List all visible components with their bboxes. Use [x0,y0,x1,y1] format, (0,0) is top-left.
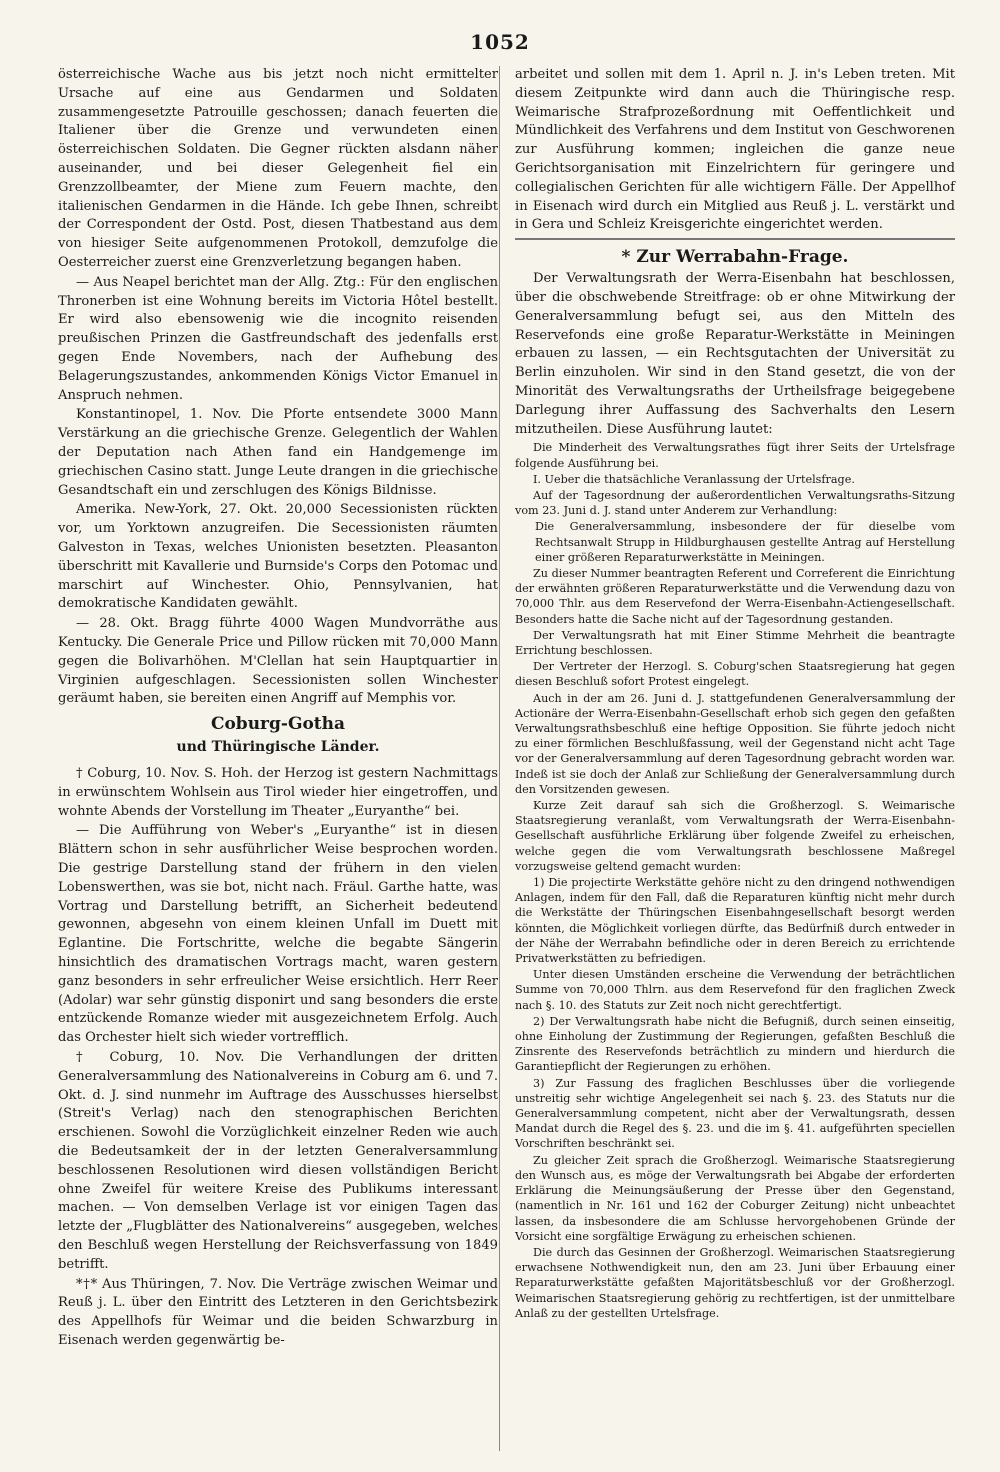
minority-conclusion: Die durch das Gesinnen der Großherzogl. Weimarischen Staatsregierung erwachsene Nothwendigkeit nun, den am 23. Juni über Erbauung einer Reparaturwerkstätte gefaßten Majoritätsbeschluß vor der Großherzogl. Weimarischen Staatsregierung gehörig zu rechtfertigen, ist der unmittelbare Anlaß zu der gestellten Urtelsfrage. [515,1245,955,1320]
minority-point-2: 2) Der Verwaltungsrath habe nicht die Befugniß, durch seinen einseitig, ohne Einholung der Zustimmung der Regierungen, gefaßten Beschluß die Zinsrente des Reservefonds beträchtlich zu mindern und hierdurch die Garantiepflicht der Regierungen zu erhöhen. [515,1014,955,1074]
minority-heading: I. Ueber die thatsächliche Veranlassung der Urtelsfrage. [533,472,855,486]
minority-statement [515,440,955,1321]
separator-rule [515,238,955,240]
article-thuringia-continued: arbeitet und sollen mit dem 1. April n. J. in's Leben treten. Mit diesem Zeitpunkte wird dann auch die Thüringische resp. Weimarische Strafprozeßordnung mit Oeffentlichkeit und Mündlichkeit des Verfahrens und dem Institut von Geschworenen zur Ausführung kommen; ingleichen die ganze neue Gerichtsorganisation mit Einzelrichtern für geringere und collegialischen Gerichten für alle wichtigern Fälle. Der Appellhof in Eisenach wird durch ein Mitglied aus Reuß j. L. verstärkt und in Gera und Schleiz Kreisgerichte eingerichtet werden. [515,67,955,233]
minority-weimar-request: Kurze Zeit darauf sah sich die Großherzogl. S. Weimarische Staatsregierung veranlaßt, vom Verwaltungsrath der Werra-Eisenbahn-Gesellschaft ausführliche Erklärung über folgende Zweifel zu erheischen, welche gegen die vom Verwaltungsrath beschlossene Maßregel vorzugsweise geltend gemacht wurden: [515,799,955,873]
page-number: 1052 [470,30,530,54]
article-naples: — Aus Neapel berichtet man der Allg. Ztg.: Für den englischen Thronerben ist eine Wohnung bereits im Victoria Hôtel bestellt. Er wird also ebensowenig wie die incognito reisenden preußischen Prinzen die Gastfreundschaft des jedenfalls erst gegen Ende Novembers, nach der Aufhebung des Belagerungszustandes, ankommenden Königs Victor Emanuel in Anspruch nehmen. [58,274,498,403]
right-column [515,66,955,1322]
article-constantinople: Konstantinopel, 1. Nov. Die Pforte entsendete 3000 Mann Verstärkung an die griechische Grenze. Gelegentlich der Wahlen der Deputation nach Athen fand ein Handgemenge im griechischen Casino statt. Junge Leute drangen in die griechische Gesandtschaft ein und zerschlugen des Königs Bildnisse. [58,407,498,498]
left-column [58,66,498,1352]
minority-point-3: 3) Zur Fassung des fraglichen Beschlusses über die vorliegende unstreitig sehr wichtige Angelegenheit sei nach §. 23. des Statuts nur die Generalversammlung competent, nicht aber der Verwaltungsrath, dessen Mandat durch die Regel des §. 23. und die im §. 41. aufgeführten speciellen Vorschriften beschränkt sei. [515,1076,955,1151]
section-heading-werrabahn: * Zur Werrabahn-Frage. [621,247,849,268]
article-euryanthe-review: — Die Aufführung von Weber's „Euryanthe“ ist in diesen Blättern schon in sehr ausführlicher Weise besprochen worden. Die gestrige Darstellung stand der frühern in den vielen Lobenswerthen, was sie bot, nicht nach. Fräul. Garthe hatte, was Vortrag und Darstellung betrifft, an Sicherheit bedeutend gewonnen, abgesehn von einem kleinen Unfall im Duett mit Eglantine. Die Fortschritte, welche die begabte Sängerin hinsichtlich des dramatischen Vortrags macht, waren gestern ganz besonders in sehr erfreulicher Weise ersichtlich. Herr Reer (Adolar) war sehr günstig disponirt und sang besonders die erste entzückende Romanze wieder mit ausgezeichnetem Erfolg. Auch das Orchester hielt sich wieder vortrefflich. [58,823,498,1046]
minority-agenda-item: Die Generalversammlung, insbesondere der für dieselbe vom Rechtsanwalt Strupp in Hildburghausen gestellte Antrag auf Herstellung einer größeren Reparaturwerkstätte in Meiningen. [535,520,955,564]
article-werrabahn-intro: Der Verwaltungsrath der Werra-Eisenbahn hat beschlossen, über die obschwebende Streitfrage: ob er ohne Mitwirkung der Generalversammlung befugt sei, aus den Mitteln des Reservefonds eine große Reparatur-Werkstätte in Meiningen erbauen zu lassen, — ein Rechtsgutachten der Universität zu Berlin einzuholen. Wir sind in den Stand gesetzt, die von der Minorität des Verwaltungsraths der Urtheilsfrage beigegebene Darlegung ihrer Auffassung des Sachverhalts den Lesern mitzutheilen. Diese Ausführung lautet: [515,271,955,437]
minority-general-assembly: Auch in der am 26. Juni d. J. stattgefundenen Generalversammlung der Actionäre der Werra-Eisenbahn-Gesellschaft erhob sich gegen den gefaßten Verwaltungsrathsbeschluß eine heftige Opposition. Sie führte jedoch nicht zu einer förmlichen Beschlußfassung, weil der Gegenstand nicht acht Tage vor der Generalversammlung auf deren Tagesordnung gebracht worden war. Indeß ist sie doch der Anlaß zur Schließung der Generalversammlung durch den Vorsitzenden gewesen. [515,691,955,796]
article-thuringia: *†* Aus Thüringen, 7. Nov. Die Verträge zwischen Weimar und Reuß j. L. über den Eintritt des Letzteren in den Gerichtsbezirk des Appellhofs für Weimar und die beiden Schwarzburg in Eisenach werden gegenwärtig be- [58,1276,498,1348]
minority-decision: Der Verwaltungsrath hat mit Einer Stimme Mehrheit die beantragte Errichtung beschlossen. [515,628,955,657]
minority-agenda: Auf der Tagesordnung der außerordentlichen Verwaltungsraths-Sitzung vom 23. Juni d. J. stand unter Anderem zur Verhandlung: [515,488,955,518]
article-america-oct27: Amerika. New-York, 27. Okt. 20,000 Secessionisten rückten vor, um Yorktown anzugreifen. Die Secessionisten räumten Galveston in Texas, welches Unionisten besetzten. Pleasanton überschritt mit Kavallerie und Burnside's Corps den Potomac und marschirt auf Winchester. Ohio, Pennsylvanien, hat demokratische Kandidaten gewählt. [58,502,498,612]
article-nationalverein: † Coburg, 10. Nov. Die Verhandlungen der dritten Generalversammlung des Nationalvereins in Coburg am 6. und 7. Okt. d. J. sind nunmehr im Auftrage des Ausschusses hierselbst (Streit's Verlag) nach den stenographischen Berichten erschienen. Sowohl die Vorzüglichkeit einzelner Reden wie auch die Bedeutsamkeit der in der letzten Generalversammlung beschlossenen Resolutionen wird diesen vollständigen Bericht ohne Zweifel für weitere Kreise des Publikums interessant machen. — Von demselben Verlage ist vor einigen Tagen das letzte der „Flugblätter des Nationalvereins“ ausgegeben, welches den Beschluß wegen Herstellung der Reichsverfassung von 1849 betrifft. [58,1050,498,1272]
section-heading-coburg-gotha: Coburg-Gotha [210,714,346,735]
article-coburg-duke: † Coburg, 10. Nov. S. Hoh. der Herzog ist gestern Nachmittags in erwünschtem Wohlsein aus Tirol wieder hier eingetroffen, und wohnte Abends der Vorstellung im Theater „Euryanthe“ bei. [58,766,498,819]
minority-press: Zu gleicher Zeit sprach die Großherzogl. Weimarische Staatsregierung den Wunsch aus, es möge der Verwaltungsrath bei Abgabe der erforderten Erklärung die Meinungsäußerung der Presse über den Gegenstand, (namentlich in Nr. 161 und 162 der Coburger Zeitung) nicht unbeachtet lassen, da insbesondere die am Schlusse hervorgehobenen Gründe der Vorsicht eine sorgfältige Erwägung zu erheischen schienen. [515,1153,955,1243]
minority-protest: Der Vertreter der Herzogl. S. Coburg'schen Staatsregierung hat gegen diesen Beschluß sofort Protest eingelegt. [515,660,955,689]
minority-sum: Unter diesen Umständen erscheine die Verwendung der beträchtlichen Summe von 70,000 Thlrn. aus dem Reservefond für den fraglichen Zweck nach §. 10. des Statuts zur Zeit noch nicht gerechtfertigt. [515,968,955,1012]
minority-proposal: Zu dieser Nummer beantragten Referent und Correferent die Einrichtung der erwähnten größeren Reparaturwerkstätte und die Verwendung dazu von 70,000 Thlr. aus dem Reservefond der Werra-Eisenbahn-Actiengesellschaft. Besonders hatte die Sache nicht auf der Tagesordnung gestanden. [515,566,955,626]
column-divider [499,66,500,1451]
section-subheading-thuringian: und Thüringische Länder. [176,739,380,756]
article-austrian-guard: österreichische Wache aus bis jetzt noch nicht ermittelter Ursache auf eine aus Gendarmen und Soldaten zusammengesetzte Patrouille geschossen; danach feuerten die Italiener über die Grenze und verwundeten einen österreichischen Soldaten. Die Gegner rückten alsdann näher auseinander, und bei dieser Gelegenheit fiel ein Grenzzollbeamter, der Miene zum Feuern machte, den italienischen Gendarmen in die Hände. Ich gebe Ihnen, schreibt der Correspondent der Ostd. Post, diesen Thatbestand aus dem von hiesiger Seite aufgenommenen Protokoll, demzufolge die Oesterreicher zuerst eine Grenzverletzung begangen haben. [58,67,498,270]
minority-intro: Die Minderheit des Verwaltungsrathes fügt ihrer Seits der Urtelsfrage folgende Ausführung bei. [515,441,955,470]
article-america-oct28: — 28. Okt. Bragg führte 4000 Wagen Mundvorräthe aus Kentucky. Die Generale Price und Pillow rücken mit 70,000 Mann gegen die Bolivarhöhen. M'Clellan hat sein Hauptquartier in Virginien aufgeschlagen. Secessionisten sollen Winchester geräumt haben, sie bereiten einen Angriff auf Memphis vor. [58,616,498,707]
minority-point-1: 1) Die projectirte Werkstätte gehöre nicht zu den dringend nothwendigen Anlagen, indem für den Fall, daß die Reparaturen künftig nicht mehr durch die Werkstätte der Thüringschen Eisenbahngesellschaft besorgt werden könnten, die Möglichkeit vorliegen dürfte, das Bedürfniß durch entweder in der Nähe der Werrabahn befindliche oder in deren Bereich zu errichtende Privatwerkstätten zu befriedigen. [515,876,955,966]
